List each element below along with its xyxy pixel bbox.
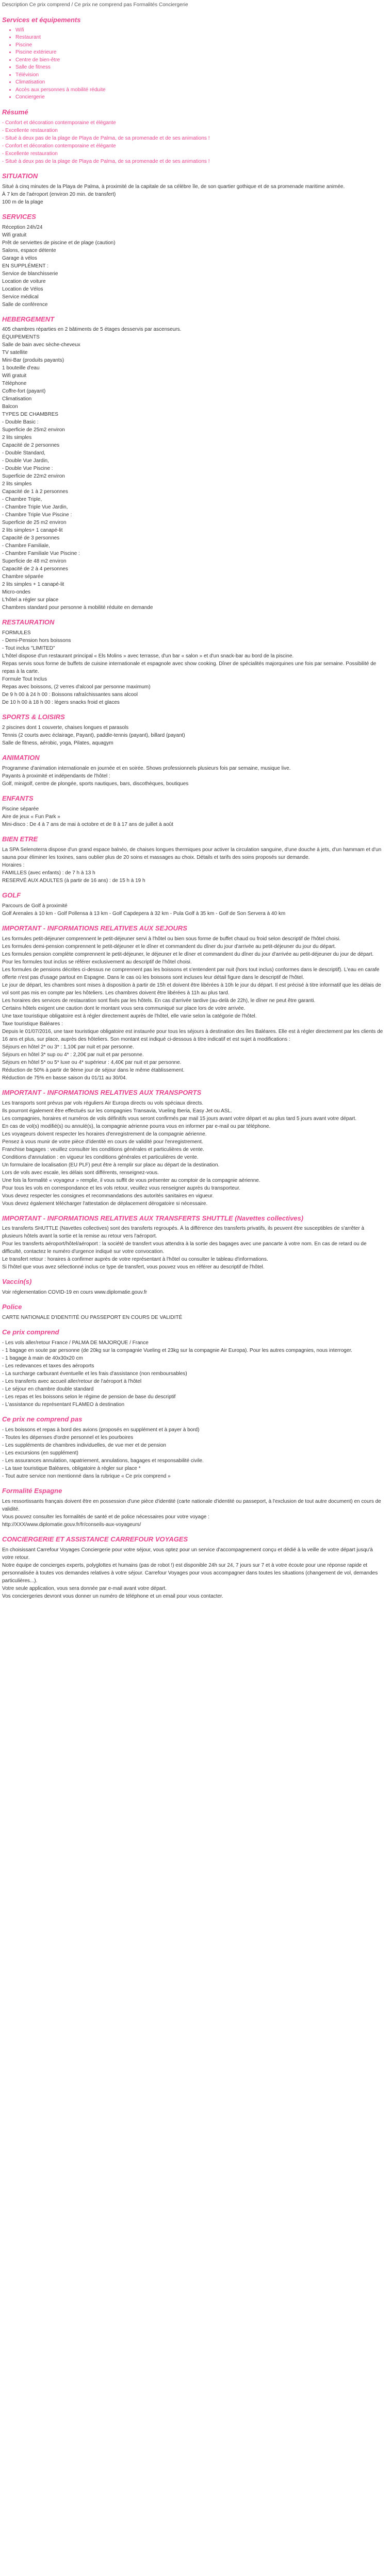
enfants-line: Aire de jeux « Fun Park » <box>2 814 60 820</box>
info-transports-line: Les transports sont prévus par vols réguliers Air Europa directs ou vols spéciaux directs. <box>2 1100 204 1106</box>
section-services <box>2 16 385 101</box>
services-detail-line: Location de Vélos <box>2 286 43 292</box>
services-detail-line: Wifi gratuit <box>2 232 27 238</box>
prix-ne-comprend-line: - La taxe touristique Baléares, obligatoire à régler sur place * <box>2 1466 141 1472</box>
bien-etre-line: FAMILLES (avec enfants) : de 7 h à 13 h <box>2 870 95 876</box>
hebergement-line: - Double Vue Jardin, <box>2 458 49 464</box>
section-sports <box>2 713 385 747</box>
hebergement-line: 2 lits simples <box>2 481 32 487</box>
service-item-label: Wifi <box>15 27 24 33</box>
restauration-line: Formule Tout Inclus <box>2 676 47 683</box>
hebergement-line: Capacité de 2 personnes <box>2 443 60 449</box>
restauration-line: - Tout inclus "LIMITED" <box>2 646 55 652</box>
section-formalite <box>2 1487 385 1529</box>
service-item-label: Salle de fitness <box>15 64 51 71</box>
formalite-line: http://XXX/www.diplomatie.gouv.fr/fr/conseils-aux-voyageurs/ <box>2 1521 141 1528</box>
hebergement-line: - Chambre Familiale Vue Piscine : <box>2 551 80 557</box>
hebergement-line: Climatisation <box>2 396 32 402</box>
service-item <box>15 79 385 87</box>
restauration-line: FORMULES <box>2 630 31 636</box>
info-sejours-line: Certains hôtels exigent une caution dont le montant vous sera communiqué sur place lors de votre arrivée. <box>2 1005 246 1011</box>
info-transports-line: Un formulaire de localisation (EU PLF) peut être à remplir sur place au départ de la destination. <box>2 1162 220 1168</box>
section-hebergement <box>2 315 385 612</box>
info-sejours-line: Séjours en hôtel 5* ou 5* luxe ou 4* supérieur : 4,40€ par nuit et par personne. <box>2 1059 182 1065</box>
animation-line: Programme d'animation internationale en journée et en soirée. Shows professionnels plusieurs fois par semaine, musique live. <box>2 766 291 772</box>
info-transports-line: En cas de vol(s) modifié(s) ou annulé(s), la compagnie aérienne pourra vous en informer par e-mail ou par téléphone. <box>2 1123 271 1129</box>
resume-line: - Excellente restauration <box>2 127 58 133</box>
hebergement-line: - Chambre Triple Vue Piscine : <box>2 512 72 518</box>
restauration-line: Repas avec boissons, (2 verres d'alcool par personne maximum) <box>2 684 151 690</box>
prix-ne-comprend-line: - Tout autre service non mentionné dans la rubrique « Ce prix comprend » <box>2 1473 171 1480</box>
service-item-label: Climatisation <box>15 79 45 86</box>
info-transports-heading: IMPORTANT - INFORMATIONS RELATIVES AUX TRANSPORTS <box>2 1088 202 1096</box>
restauration-line: - Demi-Pension hors boissons <box>2 638 71 644</box>
formalite-line: Vous pouvez consulter les formalités de santé et de police nécessaires pour votre voyage : <box>2 1514 209 1520</box>
animation-heading: ANIMATION <box>2 754 40 762</box>
service-item <box>15 64 385 72</box>
info-sejours-line: Le jour de départ, les chambres sont mises à disposition à partir de 15h et doivent être libérées à 10h le jour du départ. Il est précisé à titre informatif que les délais de vol sont pas mis en compte par les hôteliers. Les chambres doivent être libérées à 11h au plus tard. <box>2 982 381 996</box>
conciergerie-line: Votre seule application, vous sera donnée par e-mail avant votre départ. <box>2 1585 167 1591</box>
hebergement-line: Mini-Bar (produits payants) <box>2 358 64 364</box>
service-item-label: Piscine <box>15 42 32 48</box>
hebergement-line: Wifi gratuit <box>2 373 27 379</box>
restauration-heading: RESTAURATION <box>2 618 55 626</box>
hebergement-line: Superficie de 48 m2 environ <box>2 558 67 565</box>
prix-comprend-line: - La surcharge carburant éventuelle et les frais d'assistance (non remboursables) <box>2 1371 187 1377</box>
info-sejours-line: Réduction de 50% à partir de 9ème jour de séjour dans le même établissement. <box>2 1067 185 1073</box>
prix-comprend-line: - L'assistance du représentant FLAMEO à destination <box>2 1402 125 1408</box>
hebergement-line: Superficie de 25 m2 environ <box>2 520 67 526</box>
section-enfants <box>2 794 385 828</box>
info-transferts-line: Le transfert retour : horaires à confirmer auprès de votre représentant à l'hôtel ou consulter le tableau d'informations. <box>2 1257 268 1263</box>
info-transports-line: Franchise bagages : veuillez consulter les conditions générales et particulières de vente. <box>2 1146 204 1153</box>
section-golf <box>2 891 385 918</box>
section-restauration <box>2 618 385 706</box>
golf-line: Parcours de Golf à proximité <box>2 903 68 909</box>
bien-etre-line: Horaires : <box>2 862 25 868</box>
situation-line: 100 m de la plage <box>2 199 43 205</box>
resume-line: - Situé à deux pas de la plage de Playa de Palma, de sa promenade et de ses animations ! <box>2 135 210 141</box>
hebergement-line: 2 lits simples <box>2 435 32 441</box>
hebergement-line: - Chambre Triple, <box>2 497 42 503</box>
hebergement-line: Chambre séparée <box>2 574 44 580</box>
prix-ne-comprend-line: - Toutes les dépenses d'ordre personnel et les pourboires <box>2 1435 134 1441</box>
services-detail-line: Salons, espace détente <box>2 247 56 253</box>
resume-line: - Confort et décoration contemporaine et élégante <box>2 143 116 149</box>
hebergement-line: - Chambre Familiale, <box>2 543 50 549</box>
info-transferts-line: Pour les transferts aéroport/hôtel/aéroport : la société de transfert vous attendra à la sortie des bagages avec une pancarte à votre nom. En cas de retard ou de difficulté, contactez le numéro d'urgence indiqué sur votre convocation. <box>2 1241 367 1255</box>
info-transferts-line: Les transferts SHUTTLE (Navettes collectives) sont des transferts regroupés. À la différence des transferts privatifs, ils peuvent être susceptibles de s'arrêter à plusieurs hôtels avant la sortie et la remise au retour vers l'aéroport. <box>2 1226 365 1240</box>
restauration-line: De 10 h 00 à 18 h 00 : légers snacks froid et glaces <box>2 700 120 706</box>
hebergement-line: Micro-ondes <box>2 589 31 596</box>
service-item <box>15 49 385 57</box>
hebergement-line: - Double Basic : <box>2 419 39 426</box>
hebergement-line: Capacité de 3 personnes <box>2 535 60 541</box>
enfants-line: Piscine séparée <box>2 806 39 812</box>
animation-line: Golf, minigolf, centre de plongée, sports nautiques, bars, discothèques, boutiques <box>2 781 189 787</box>
prix-comprend-line: - Les vols aller/retour France / PALMA DE MAJORQUE / France <box>2 1340 149 1346</box>
info-sejours-line: Les formules demi-pension comprennent le petit-déjeuner et le dîner et commandent du dîner du jour d'arrivée au petit-déjeuner du jour du départ. <box>2 943 336 950</box>
hebergement-line: - Double Vue Piscine : <box>2 466 53 472</box>
info-transports-line: Pour tous les vols en correspondance et les vols retour, veuillez vous renseigner auprès du transporteur. <box>2 1185 240 1191</box>
bien-etre-line: RESERVÉ AUX ADULTES (à partir de 16 ans) : de 15 h à 19 h <box>2 877 145 884</box>
enfants-heading: ENFANTS <box>2 794 34 803</box>
hebergement-line: Superficie de 22m2 environ <box>2 473 65 480</box>
info-transports-line: Une fois la formalité « voyageur » remplie, il vous suffit de vous présenter au comptoir de la compagnie aérienne. <box>2 1177 260 1183</box>
section-animation <box>2 754 385 788</box>
info-transports-line: Pensez à vous munir de votre pièce d'identité en cours de validité pour l'enregistrement. <box>2 1139 203 1145</box>
content-sections <box>2 108 385 1600</box>
golf-line: Golf Arenales à 10 km - Golf Pollensa à 13 km - Golf Capdepera à 32 km - Pula Golf à 35 km - Golf de Son Servera à 40 km <box>2 910 286 917</box>
service-item <box>15 94 385 101</box>
conciergerie-line: Vos conciergeries devront vous donner un numéro de téléphone et un email pour vous contacter. <box>2 1593 223 1599</box>
hebergement-line: 2 lits simples+ 1 canapé-lit <box>2 528 63 534</box>
info-transferts-line: Si l'hôtel que vous avez sélectionné inclus ce type de transfert, vous pouvez vous en référer au descriptif de l'hôtel. <box>2 1264 265 1270</box>
section-situation <box>2 172 385 206</box>
hebergement-line: - Double Standard, <box>2 450 45 456</box>
services-detail-line: Salle de conférence <box>2 301 48 308</box>
info-sejours-line: Une taxe touristique obligatoire est à régler directement auprès de l'hôtel, elle varie selon la catégorie de l'hôtel. <box>2 1013 257 1019</box>
restauration-line: L'hôtel dispose d'un restaurant principal « Els Molins » avec terrasse, d'un bar « salon » et d'un snack-bar au bord de la piscine. <box>2 653 294 659</box>
services-detail-line: EN SUPPLÉMENT : <box>2 263 48 269</box>
info-sejours-line: Taxe touristique Baléares : <box>2 1021 63 1027</box>
conciergerie-heading: CONCIERGERIE ET ASSISTANCE CARREFOUR VOYAGES <box>2 1535 188 1543</box>
services-detail-heading: SERVICES <box>2 212 36 221</box>
info-transports-line: Les compagnies, horaires et numéros de vols définitifs vous seront confirmés par mail 15 jours avant votre départ et au plus tard 5 jours avant votre départ. <box>2 1115 357 1122</box>
hebergement-line: Balcon <box>2 404 18 410</box>
service-item <box>15 34 385 42</box>
prix-ne-comprend-line: - Les excursions (en supplément) <box>2 1450 78 1456</box>
situation-line: À 7 km de l'aéroport (environ 20 min. de transfert) <box>2 191 116 197</box>
hebergement-line: Téléphone <box>2 381 27 387</box>
hebergement-line: TYPES DE CHAMBRES <box>2 412 58 418</box>
section-conciergerie <box>2 1535 385 1600</box>
prix-ne-comprend-line: - Les boissons et repas à bord des avions (proposés en supplément et à payer à bord) <box>2 1427 200 1433</box>
info-transports-line: Conditions d'annulation : en vigueur les conditions générales et particulières de vente. <box>2 1154 199 1160</box>
services-list <box>2 27 385 101</box>
formalite-heading: Formalité Espagne <box>2 1487 62 1495</box>
info-sejours-line: Séjours en hôtel 2* ou 3* : 1,10€ par nuit et par personne. <box>2 1044 134 1050</box>
vaccin-heading: Vaccin(s) <box>2 1278 32 1286</box>
situation-heading: SITUATION <box>2 172 38 180</box>
bien-etre-line: La SPA Selenoterra dispose d'un grand espace balnéo, de chaises longues thermiques pour activer la circulation sanguine, d'une douche à jets, d'un hammam et d'un sauna pour éliminer les toxines, sans oublier plus de 20 soins et massages au choix. Détails et tarifs des soins proposés sur demande. <box>2 846 382 860</box>
police-line: CARTE NATIONALE D'IDENTITÉ OU PASSEPORT EN COURS DE VALIDITÉ <box>2 1315 183 1321</box>
prix-comprend-line: - Le séjour en chambre double standard <box>2 1386 94 1393</box>
services-detail-line: Réception 24h/24 <box>2 224 43 230</box>
restauration-line: De 9 h 00 à 24 h 00 : Boissons rafraîchissantes sans alcool <box>2 692 138 698</box>
hebergement-line: 2 lits simples + 1 canapé-lit <box>2 582 64 588</box>
info-sejours-line: Les formules de pensions décrites ci-dessus ne comprennent pas les boissons et s'entendent par nuit (hors tout inclus) conformes dans le descriptif). L'eau en carafe offerte n'est pas d'usage partout en Espagne. Dans le cas où les boissons sont incluses leur détail figure dans le descriptif de l'hôtel. <box>2 967 380 980</box>
service-item-label: Accès aux personnes à mobilité réduite <box>15 87 106 93</box>
info-transports-line: Vous devez également télécharger l'attestation de déplacement dérogatoire si nécessaire. <box>2 1200 208 1207</box>
sports-heading: SPORTS & LOISIRS <box>2 713 65 721</box>
service-item <box>15 42 385 49</box>
section-vaccin <box>2 1278 385 1296</box>
restauration-line: Repas servis sous forme de buffets de cuisine internationale et espagnole avec show cooking. Dîner de spécialités majorquines une fois par semaine. Possibilité de repas à la carte. <box>2 661 377 675</box>
services-detail-line: Service médical <box>2 294 39 300</box>
service-item <box>15 57 385 64</box>
conciergerie-line: En choisissant Carrefour Voyages Conciergerie pour votre séjour, vous optez pour un service d'accompagnement conçu et dédié à la veille de votre départ jusqu'à votre retour. <box>2 1547 373 1561</box>
enfants-line: Mini-disco : De 4 à 7 ans de mai à octobre et de 8 à 17 ans de juillet à août <box>2 822 173 828</box>
service-item-label: Piscine extérieure <box>15 49 57 56</box>
section-info-transports <box>2 1089 385 1208</box>
hebergement-line: Superficie de 25m2 environ <box>2 427 65 433</box>
animation-line: Payants à proximité et indépendants de l'hôtel : <box>2 773 110 779</box>
hebergement-line: L'hôtel a régler sur place <box>2 597 59 603</box>
resume-line: - Confort et décoration contemporaine et élégante <box>2 120 116 126</box>
hebergement-line: ÉQUIPEMENTS <box>2 334 40 341</box>
hebergement-line: Capacité de 1 à 2 personnes <box>2 489 68 495</box>
services-detail-line: Service de blanchisserie <box>2 270 58 277</box>
prix-ne-comprend-line: - Les assurances annulation, rapatriement, annulations, bagages et responsabilité civile. <box>2 1458 204 1464</box>
section-bien-etre <box>2 835 385 885</box>
services-detail-line: Prêt de serviettes de piscine et de plage (caution) <box>2 240 116 246</box>
info-sejours-line: Les formules pension complète comprennent le petit-déjeuner, le déjeuner et le dîner et commandent du dîner du jour d'arrivée au petit-déjeuner du jour de départ. <box>2 951 374 957</box>
hebergement-line: Capacité de 2 à 4 personnes <box>2 566 68 572</box>
info-transports-line: Les voyageurs doivent respecter les horaires d'enregistrement de la compagnie aérienne. <box>2 1131 207 1137</box>
hebergement-line: Salle de bain avec sèche-cheveux <box>2 342 80 348</box>
info-sejours-line: Les horaires des services de restauration sont fixés par les hôtels. En cas d'arrivée tardive (au-delà de 22h), le dîner ne peut être garanti. <box>2 997 316 1004</box>
section-prix-ne-comprend <box>2 1415 385 1480</box>
sports-line: Tennis (2 courts avec éclairage, Payant), paddle-tennis (payant), billard (payant) <box>2 733 185 739</box>
hebergement-line: 1 bouteille d'eau <box>2 365 40 371</box>
section-police <box>2 1303 385 1321</box>
service-item-label: Restaurant <box>15 35 41 41</box>
hebergement-line: TV satellite <box>2 350 28 356</box>
service-item <box>15 72 385 79</box>
info-transferts-heading: IMPORTANT - INFORMATIONS RELATIVES AUX TRANSFERTS SHUTTLE (Navettes collectives) <box>2 1214 304 1222</box>
services-detail-line: Location de voiture <box>2 278 46 284</box>
prix-comprend-line: - Les redevances et taxes des aéroports <box>2 1363 94 1369</box>
services-heading: Services et équipements <box>2 16 81 24</box>
service-item-label: Conciergerie <box>15 94 45 100</box>
prix-comprend-line: - Les repas et les boissons selon le régime de pension de base du descriptif <box>2 1394 176 1400</box>
formalite-line: Les ressortissants français doivent être en possession d'une pièce d'identité (carte nationale d'identité ou passeport, à l'exclusion de tout autre document) en cours de validité. <box>2 1498 381 1512</box>
section-info-transferts <box>2 1214 385 1272</box>
resume-line: - Situé à deux pas de la plage de Playa de Palma, de sa promenade et de ses animations ! <box>2 158 210 164</box>
section-info-sejours <box>2 924 385 1082</box>
prix-ne-comprend-heading: Ce prix ne comprend pas <box>2 1415 83 1423</box>
sports-line: 2 piscines dont 1 couverte, chaises longues et parasols <box>2 725 129 731</box>
prix-ne-comprend-line: - Les suppléments de chambres individuelles, de vue mer et de pension <box>2 1443 166 1449</box>
info-transports-line: Ils pourront également être effectués sur les compagnies Transavia, Vueling Iberia, Easy Jet ou ASL. <box>2 1108 232 1114</box>
service-item <box>15 27 385 35</box>
section-services-detail <box>2 213 385 309</box>
info-sejours-line: Réduction de 75% en basse saison du 01/11 au 30/04. <box>2 1075 127 1081</box>
section-resume <box>2 108 385 165</box>
bien-etre-heading: BIEN ETRE <box>2 835 38 843</box>
info-sejours-line: Depuis le 01/07/2016, une taxe touristique obligatoire est instaurée pour tous les séjours à destination des îles Baléares. Elle est à régler directement par les clients de 16 ans et plus, sur place, auprès des hôteliers. Son montant est indiqué ci-dessous à titre indicatif et est sujet à modifications : <box>2 1028 383 1042</box>
sports-line: Salle de fitness, aérobic, yoga, Pilates, aquagym <box>2 740 113 747</box>
hebergement-line: Chambres standard pour personne à mobilité réduite en demande <box>2 605 153 611</box>
hebergement-line: Coffre-fort (payant) <box>2 388 46 395</box>
golf-heading: GOLF <box>2 891 21 899</box>
service-item <box>15 87 385 94</box>
service-item-label: Télévision <box>15 72 39 78</box>
hebergement-line: - Chambre Triple Vue Jardin, <box>2 504 68 511</box>
prix-comprend-line: - 1 bagage en soute par personne (de 20kg sur la compagnie Vueling et 23kg sur la compagnie Air Europa). Pour les autres compagnies, nous interroger. <box>2 1348 352 1354</box>
resume-heading: Résumé <box>2 108 28 116</box>
police-heading: Police <box>2 1303 22 1311</box>
hebergement-line: 405 chambres réparties en 2 bâtiments de 5 étages desservis par ascenseurs. <box>2 327 182 333</box>
info-sejours-line: Séjours en hôtel 3* sup ou 4* : 2,20€ par nuit et par personne. <box>2 1052 144 1058</box>
hebergement-heading: HEBERGEMENT <box>2 315 55 323</box>
situation-line: Situé à cinq minutes de la Playa de Palma, à proximité de la capitale de sa célèbre île, de son quartier gothique et de sa promenade maritime animée. <box>2 183 345 190</box>
prix-comprend-line: - 1 bagage à main de 40x30x20 cm <box>2 1355 83 1362</box>
vaccin-line: Voir réglementation COVID-19 en cours www.diplomatie.gouv.fr <box>2 1290 148 1296</box>
resume-line: - Excellente restauration <box>2 150 58 157</box>
info-sejours-line: Les formules petit-déjeuner comprennent le petit-déjeuner servi à l'hôtel ou bien sous forme de buffet chaud ou froid selon descriptif de l'hôtel choisi. <box>2 936 341 942</box>
service-item-label: Centre de bien-être <box>15 57 60 63</box>
info-sejours-heading: IMPORTANT - INFORMATIONS RELATIVES AUX SEJOURS <box>2 924 187 932</box>
info-transports-line: Vous devez respecter les consignes et recommandations des autorités sanitaires en vigueur. <box>2 1193 214 1199</box>
prix-comprend-line: - Les transferts avec accueil aller/retour de l'aéroport à l'hôtel <box>2 1379 142 1385</box>
page-title: Description Ce prix comprend / Ce prix ne comprend pas Formalités Conciergerie <box>2 2 188 8</box>
prix-comprend-heading: Ce prix comprend <box>2 1328 59 1336</box>
section-prix-comprend <box>2 1328 385 1409</box>
info-sejours-line: Pour les formules tout inclus se référer exclusivement au descriptif de l'hôtel choisi. <box>2 959 192 965</box>
conciergerie-line: Notre équipe de concierges experts, polyglottes et humains (pas de robot !) est disponible 24h sur 24, 7 jours sur 7 et à votre écoute pour une réponse rapide et personnalisée à toutes vos demandes relatives à votre séjour. Carrefour Voyages pour vous accompagner dans toutes les situations (changement de vol, demandes particulières...). <box>2 1562 378 1584</box>
services-detail-line: Garage à vélos <box>2 255 37 261</box>
info-transports-line: Lors de vols avec escale, les délais sont différents, renseignez-vous. <box>2 1170 159 1176</box>
